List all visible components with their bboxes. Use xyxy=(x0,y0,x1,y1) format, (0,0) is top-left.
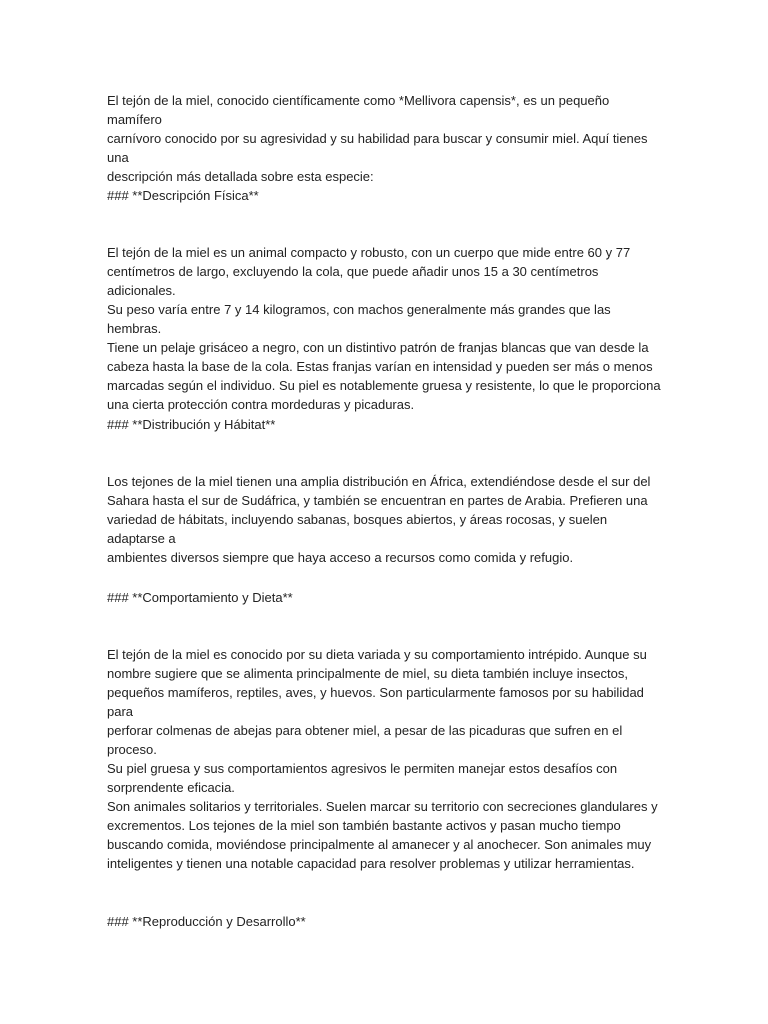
heading-reproduccion-desarrollo: ### **Reproducción y Desarrollo** xyxy=(107,914,306,929)
heading-distribucion-habitat: ### **Distribución y Hábitat** xyxy=(107,417,276,432)
paragraph-comportamiento-social: Son animales solitarios y territoriales. Suelen marcar su territorio con secreciones glandulares y excrementos. Los tejones de la miel son también bastante activos y pasan mucho tiempo buscando comida, moviéndose principalmente al amanecer y al anochecer. Son animales muy inteligentes y tienen una notable capacidad para resolver problemas y utilizar herramientas. xyxy=(107,799,658,871)
paragraph-distribucion-habitat: Los tejones de la miel tienen una amplia distribución en África, extendiéndose desde el sur del Sahara hasta el sur de Sudáfrica, y también se encuentran en partes de Arabia. Prefieren una variedad de hábitats, incluyendo sabanas, bosques abiertos, y áreas rocosas, y suelen adaptarse a ambientes diversos siempre que haya acceso a recursos como comida y refugio. xyxy=(107,474,651,565)
heading-descripcion-fisica: ### **Descripción Física** xyxy=(107,188,259,203)
paragraph-comportamiento-dieta: El tejón de la miel es conocido por su dieta variada y su comportamiento intrépido. Aunque su nombre sugiere que se alimenta principalmente de miel, su dieta también incluye insectos, pequeños mamíferos, reptiles, aves, y huevos. Son particularmente famosos por su habilidad para perforar colmenas de abejas para obtener miel, a pesar de las picaduras que sufren en el proceso. Su piel gruesa y sus comportamientos agresivos le permiten manejar estos desafíos con sorprendente eficacia. xyxy=(107,647,647,795)
intro-paragraph: El tejón de la miel, conocido científicamente como *Mellivora capensis*, es un pequeño mamífero carnívoro conocido por su agresividad y su habilidad para buscar y consumir miel. Aquí tienes una descripción más detallada sobre esta especie: xyxy=(107,93,648,184)
paragraph-descripcion-fisica: El tejón de la miel es un animal compacto y robusto, con un cuerpo que mide entre 60 y 77 centímetros de largo, excluyendo la cola, que puede añadir unos 15 a 30 centímetros adicionales. Su peso varía entre 7 y 14 kilogramos, con machos generalmente más grandes que las hembras. Tiene un pelaje grisáceo a negro, con un distintivo patrón de franjas blancas que van desde la cabeza hasta la base de la cola. Estas franjas varían en intensidad y pueden ser más o menos marcadas según el individuo. Su piel es notablemente gruesa y resistente, lo que le proporciona una cierta protección contra mordeduras y picaduras. xyxy=(107,245,661,412)
heading-comportamiento-dieta: ### **Comportamiento y Dieta** xyxy=(107,590,293,605)
